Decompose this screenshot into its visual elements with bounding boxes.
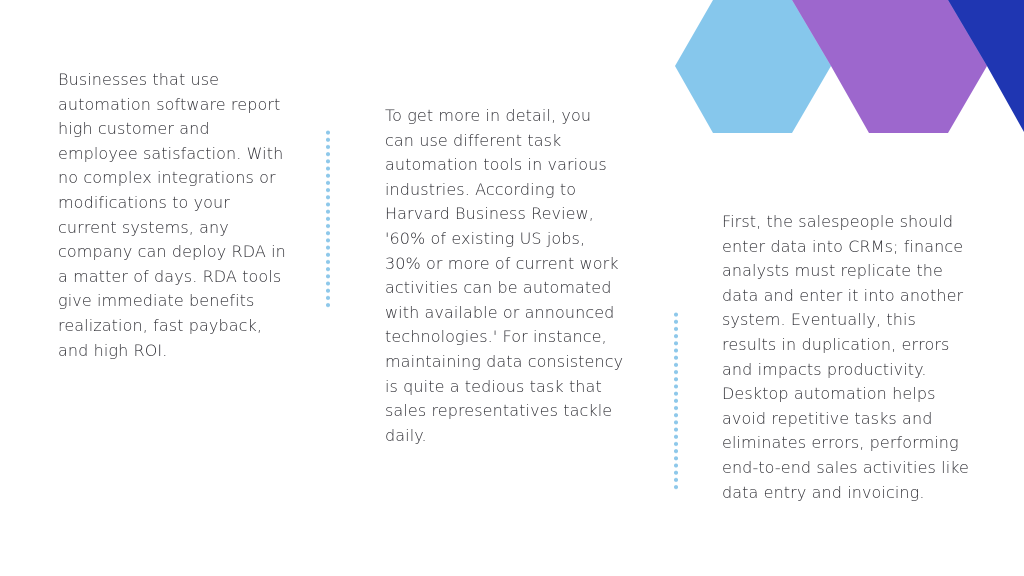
dotted-divider-right	[674, 311, 678, 491]
paragraph-sales-process: First, the salespeople should enter data into CRMs; finance analysts must replicate the data and enter it into another system. Eventually, this results in duplication, errors and impacts productivity. Desktop automation helps avoid repetitive tasks and eliminates errors, performing end-to-end sales activities like data entry and invoicing.	[722, 212, 969, 502]
paragraph-benefits: Businesses that use automation software report high customer and employee satisfaction. With no complex integrations or modifications to your current systems, any company can deploy RDA in a matter of days. RDA tools give immediate benefits realization, fast payback, and high ROI.	[58, 70, 286, 360]
dotted-divider-left	[326, 129, 330, 309]
paragraph-automation-tools: To get more in detail, you can use different task automation tools in various industries. According to Harvard Business Review, '60% of existing US jobs, 30% or more of current work activities can be automated with available or announced technologies.' For instance, maintaining data consistency is quite a tedious task that sales representatives tackle daily.	[385, 106, 624, 445]
